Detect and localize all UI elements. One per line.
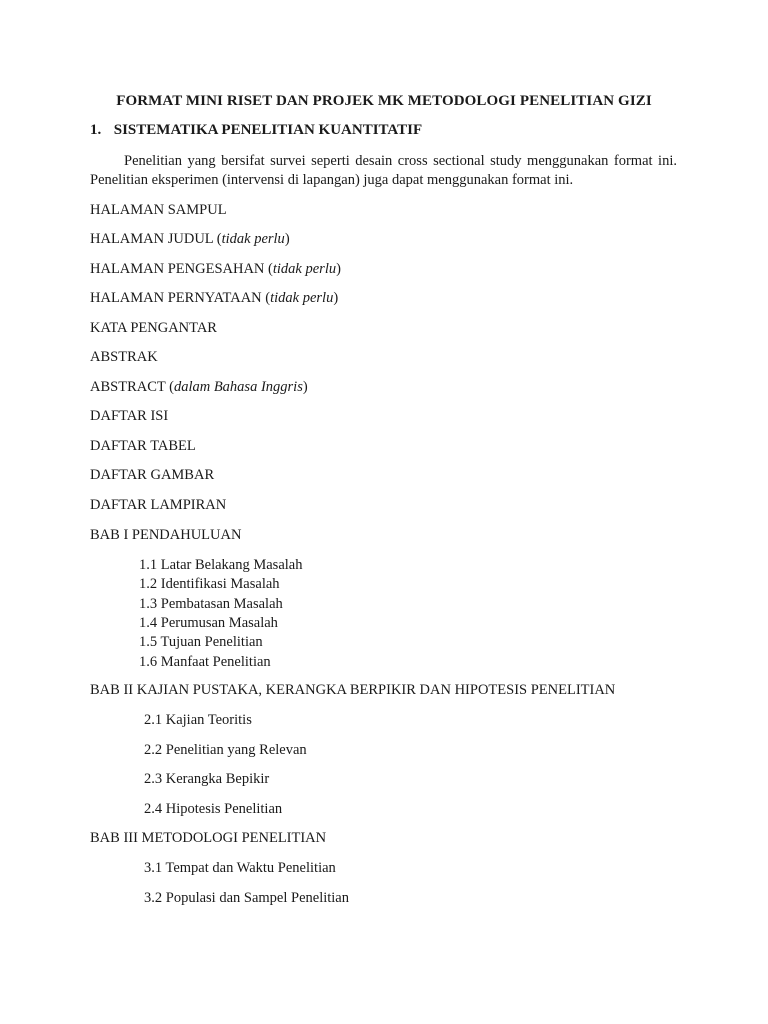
chapter-1-item: 1.6 Manfaat Penelitian [139, 654, 271, 670]
intro-paragraph: Penelitian yang bersifat survei seperti desain cross sectional study menggunakan format ini. Penelitian eksperimen (intervensi di lapangan) juga dapat menggunakan format ini. [90, 153, 677, 188]
chapter-2-item: 2.4 Hipotesis Penelitian [144, 801, 283, 817]
front-matter-label: HALAMAN JUDUL [90, 231, 214, 247]
front-matter-label: KATA PENGANTAR [90, 320, 217, 336]
chapter-2-item: 2.3 Kerangka Bepikir [144, 771, 270, 787]
document-title: FORMAT MINI RISET DAN PROJEK MK METODOLOGI PENELITIAN GIZI [116, 93, 652, 109]
chapter-2-item: 2.1 Kajian Teoritis [144, 712, 252, 728]
front-matter-label: DAFTAR LAMPIRAN [90, 497, 227, 513]
front-matter-label: ABSTRACT [90, 379, 166, 395]
chapter-1-item: 1.5 Tujuan Penelitian [139, 634, 263, 650]
front-matter-item: ABSTRACT (dalam Bahasa Inggris) [90, 379, 308, 395]
chapter-3-item: 3.1 Tempat dan Waktu Penelitian [144, 860, 336, 876]
front-matter-item [90, 467, 214, 484]
front-matter-label: HALAMAN PERNYATAAN [90, 290, 262, 306]
front-matter-label: DAFTAR GAMBAR [90, 467, 215, 483]
front-matter-label: HALAMAN SAMPUL [90, 202, 227, 218]
chapter-1-item: 1.2 Identifikasi Masalah [139, 576, 280, 592]
front-matter-item: HALAMAN PERNYATAAN (tidak perlu) [90, 290, 339, 306]
front-matter-item [90, 349, 158, 366]
chapter-3-item: 3.2 Populasi dan Sampel Penelitian [144, 890, 349, 906]
front-matter-note: tidak perlu [270, 290, 334, 306]
front-matter-item [90, 497, 226, 514]
front-matter-note: tidak perlu [272, 261, 337, 277]
front-matter-label: HALAMAN PENGESAHAN [90, 261, 265, 277]
front-matter-note: tidak perlu [221, 231, 285, 247]
front-matter-item [90, 408, 168, 425]
chapter-3-heading: BAB III METODOLOGI PENELITIAN [90, 830, 327, 846]
chapter-2-heading: BAB II KAJIAN PUSTAKA, KERANGKA BERPIKIR DAN HIPOTESIS PENELITIAN [90, 682, 616, 698]
chapter-2-item: 2.2 Penelitian yang Relevan [144, 742, 307, 758]
section-number: 1. [90, 122, 102, 138]
front-matter-item: HALAMAN JUDUL (tidak perlu) [90, 231, 290, 247]
front-matter-note: dalam Bahasa Inggris [173, 379, 303, 395]
chapter-1-heading: BAB I PENDAHULUAN [90, 527, 242, 543]
front-matter-item [90, 202, 227, 219]
front-matter-item [90, 438, 196, 455]
front-matter-label: ABSTRAK [90, 349, 158, 365]
front-matter-label: DAFTAR TABEL [90, 438, 196, 454]
front-matter-item [90, 320, 217, 337]
chapter-1-item: 1.1 Latar Belakang Masalah [139, 557, 303, 573]
front-matter-item: HALAMAN PENGESAHAN (tidak perlu) [90, 261, 341, 277]
section-title: SISTEMATIKA PENELITIAN KUANTITATIF [113, 122, 423, 138]
section-heading [90, 122, 422, 139]
chapter-1-item: 1.4 Perumusan Masalah [139, 615, 278, 631]
chapter-1-item: 1.3 Pembatasan Masalah [139, 596, 283, 612]
front-matter-label: DAFTAR ISI [90, 408, 169, 424]
